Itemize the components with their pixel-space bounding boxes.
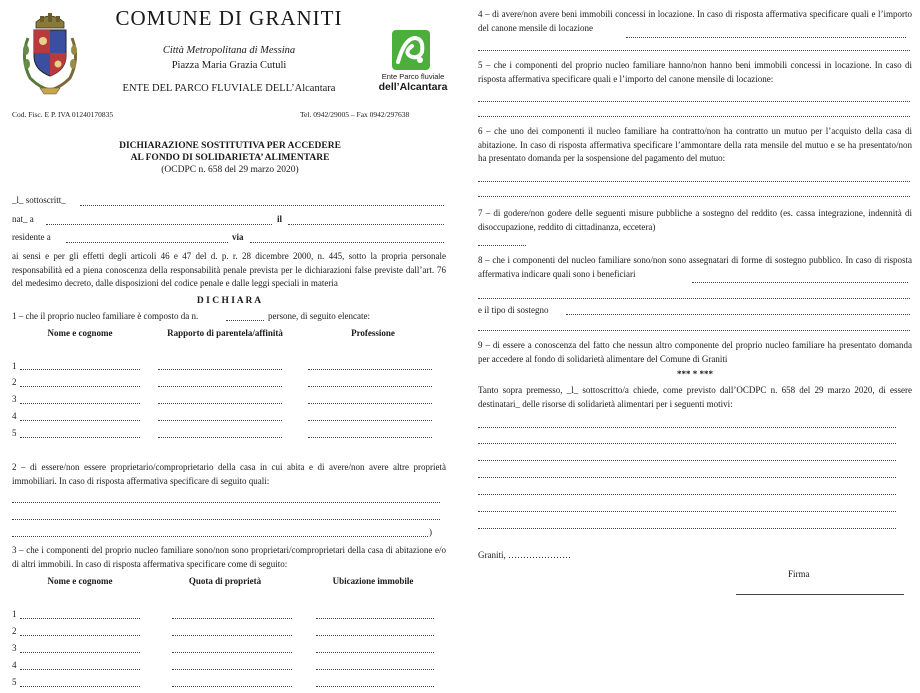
closing-paren: ) [429, 527, 432, 537]
table3-row-number: 4 [12, 660, 17, 670]
point2-text: 2 – di essere/non essere proprietario/comproprietario della casa in cui abita e di avere/non avere altre proprietà immobiliari. In caso di risposta affermativa specificare di seguito quali: [12, 462, 446, 486]
table3-cell[interactable] [316, 652, 434, 653]
via-label: via [232, 232, 244, 242]
table1-cell[interactable] [158, 420, 282, 421]
table3-header-share: Quota di proprietà [188, 576, 262, 586]
sottoscritto-field[interactable] [80, 205, 444, 206]
point6-answer-line[interactable] [478, 196, 910, 197]
address-label: Piazza Maria Grazia Cutuli [171, 60, 287, 71]
table1-row-number: 1 [12, 361, 17, 371]
table1-cell[interactable] [20, 386, 140, 387]
motivi-line[interactable] [478, 494, 896, 495]
point2-answer-line[interactable] [12, 502, 440, 503]
table3-cell[interactable] [172, 652, 292, 653]
table1-cell[interactable] [20, 369, 140, 370]
table3-cell[interactable] [172, 618, 292, 619]
table1-row-number: 5 [12, 428, 17, 438]
table3-row-number: 5 [12, 677, 17, 687]
table1-header-name: Nome e cognome [47, 328, 113, 338]
motivi-line[interactable] [478, 528, 896, 529]
table3-cell[interactable] [316, 669, 434, 670]
table3-cell[interactable] [20, 669, 140, 670]
tipo-sostegno-label: e il tipo di sostegno [478, 305, 549, 315]
dichiara-heading: D I C H I A R A [196, 296, 262, 306]
ente-label: ENTE DEL PARCO FLUVIALE DELL’Alcantara [122, 83, 336, 94]
closing-text: Tanto sopra premesso, _l_ sottoscritto/a chiede, come previsto dall’OCDPC n. 658 del 29 marzo 2020, di essere destinatari_ delle risorse di solidarietà alimentari per i seguenti motivi: [478, 385, 912, 409]
table1-row-number: 4 [12, 411, 17, 421]
point1-text-a: 1 – che il proprio nucleo familiare è composto da n. [12, 311, 199, 321]
fiscal-code: Cod. Fisc. E P. IVA 01240170835 [12, 110, 114, 119]
table1-cell[interactable] [308, 386, 432, 387]
motivi-line[interactable] [478, 477, 896, 478]
table3-header-location: Ubicazione immobile [332, 576, 414, 586]
table1-header-profession: Professione [351, 328, 395, 338]
birthdate-field[interactable] [288, 224, 444, 225]
point4-answer-line[interactable] [626, 37, 906, 38]
residence-field[interactable] [66, 242, 228, 243]
park-logo-icon [392, 30, 430, 70]
table1-cell[interactable] [158, 403, 282, 404]
point4-text: 4 – di avere/non avere beni immobili concessi in locazione. In caso di risposta affermativa specificare quali e l’importo del canone mensile di locazione [478, 9, 912, 33]
page-title: COMUNE DI GRANITI [115, 6, 343, 30]
municipal-crest-icon [14, 8, 86, 98]
il-label: il [277, 214, 283, 224]
table3-cell[interactable] [172, 635, 292, 636]
table1-cell[interactable] [158, 437, 282, 438]
table1-cell[interactable] [308, 403, 432, 404]
point6-answer-line[interactable] [478, 181, 910, 182]
table3-cell[interactable] [20, 618, 140, 619]
park-logo-line2: dell’Alcantara [378, 81, 448, 93]
doc-title-line2: AL FONDO DI SOLIDARIETA’ ALIMENTARE [130, 153, 330, 163]
phone-fax: Tel. 0942/29005 – Fax 0942/297638 [300, 110, 410, 119]
table1-cell[interactable] [20, 420, 140, 421]
table3-cell[interactable] [316, 618, 434, 619]
place-date: Graniti, ………………… [478, 550, 571, 560]
birthplace-field[interactable] [46, 224, 272, 225]
point5-answer-line[interactable] [478, 116, 910, 117]
signature-line[interactable] [736, 594, 904, 595]
table3-cell[interactable] [316, 686, 434, 687]
street-field[interactable] [250, 242, 444, 243]
table3-cell[interactable] [20, 652, 140, 653]
table3-row-number: 3 [12, 643, 17, 653]
point8-answer-line[interactable] [692, 282, 908, 283]
nato-label: nat_ a [12, 214, 34, 224]
table3-cell[interactable] [20, 635, 140, 636]
table3-cell[interactable] [20, 686, 140, 687]
table1-row-number: 3 [12, 394, 17, 404]
right-column [468, 0, 916, 693]
table1-header-relation: Rapporto di parentela/affinità [167, 328, 283, 338]
table1-row-number: 2 [12, 377, 17, 387]
point2-answer-line[interactable] [12, 536, 428, 537]
city-metro-label: Città Metropolitana di Messina [162, 45, 296, 56]
motivi-line[interactable] [478, 443, 896, 444]
doc-title-line1: DICHIARAZIONE SOSTITUTIVA PER ACCEDERE [119, 141, 341, 151]
table3-row-number: 2 [12, 626, 17, 636]
point9-text: 9 – di essere a conoscenza del fatto che nessun altro componente del proprio nucleo familiare ha presentato domanda per accedere al fondo di solidarietà alimentare del Comune di Graniti [478, 340, 912, 364]
table3-cell[interactable] [172, 669, 292, 670]
table1-cell[interactable] [308, 437, 432, 438]
table3-cell[interactable] [316, 635, 434, 636]
tipo-sostegno-field[interactable] [566, 314, 910, 315]
residente-label: residente a [12, 232, 51, 242]
sottoscritto-label: _l_ sottoscritt_ [12, 195, 66, 205]
table3-header-name: Nome e cognome [47, 576, 113, 586]
tipo-sostegno-line[interactable] [478, 330, 910, 331]
point4-answer-line[interactable] [478, 50, 910, 51]
motivi-line[interactable] [478, 427, 896, 428]
motivi-line[interactable] [478, 511, 896, 512]
table1-cell[interactable] [308, 369, 432, 370]
table3-row-number: 1 [12, 609, 17, 619]
park-logo-line1: Ente Parco fluviale [381, 72, 445, 81]
table3-cell[interactable] [172, 686, 292, 687]
table1-cell[interactable] [20, 437, 140, 438]
point1-text-b: persone, di seguito elencate: [268, 311, 370, 321]
firma-label: Firma [788, 569, 810, 579]
point2-answer-line[interactable] [12, 519, 440, 520]
doc-title-line3: (OCDPC n. 658 del 29 marzo 2020) [161, 165, 299, 175]
point7-text: 7 – di godere/non godere delle seguenti misure pubbliche a sostegno del reddito (es. cassa integrazione, indennità di disoccupazione, reddito di cittadinanza, eccetera) [478, 208, 912, 232]
table1-cell[interactable] [158, 386, 282, 387]
household-count-field[interactable] [226, 320, 264, 321]
point8-text: 8 – che i componenti del nucleo familiare sono/non sono assegnatari di forme di sostegno pubblico. In caso di risposta affermativa indicare quali sono i beneficiari [478, 255, 912, 279]
point5-text: 5 – che i componenti del proprio nucleo familiare hanno/non hanno beni immobili concessi in locazione. In caso di risposta affermativa specificare quali e l’importo del canone mensile di locazione: [478, 60, 912, 84]
point5-answer-line[interactable] [478, 101, 910, 102]
table1-cell[interactable] [158, 369, 282, 370]
point7-answer-line[interactable] [478, 245, 526, 246]
point8-answer-line[interactable] [478, 298, 910, 299]
point3-text: 3 – che i componenti del proprio nucleo familiare sono/non sono proprietari/comproprietari della casa di abitazione e/o di altri immobili. In caso di risposta affermativa specificare come di seguito: [12, 545, 446, 569]
intro-text: ai sensi e per gli effetti degli articoli 46 e 47 del d. p. r. 28 dicembre 2000, n. 445, sotto la propria personale responsabilità ed a piena conoscenza della responsabilità penale prevista per le dichiarazioni false previste dall’art. 76 del medesimo decreto, dalle disposizioni del codice penale e dalle leggi speciali in materia [12, 251, 446, 288]
point6-text: 6 – che uno dei componenti il nucleo familiare ha contratto/non ha contratto un mutuo per l’acquisto della casa di abitazione. In caso di risposta affermativa specificare l’ammontare della rata mensile del mutuo e se ha presentato/non ha presentato domanda per la sospensione del pagamento del mutuo: [478, 126, 912, 163]
table1-cell[interactable] [20, 403, 140, 404]
table1-cell[interactable] [308, 420, 432, 421]
motivi-line[interactable] [478, 460, 896, 461]
section-separator-stars: *** * *** [677, 369, 713, 379]
